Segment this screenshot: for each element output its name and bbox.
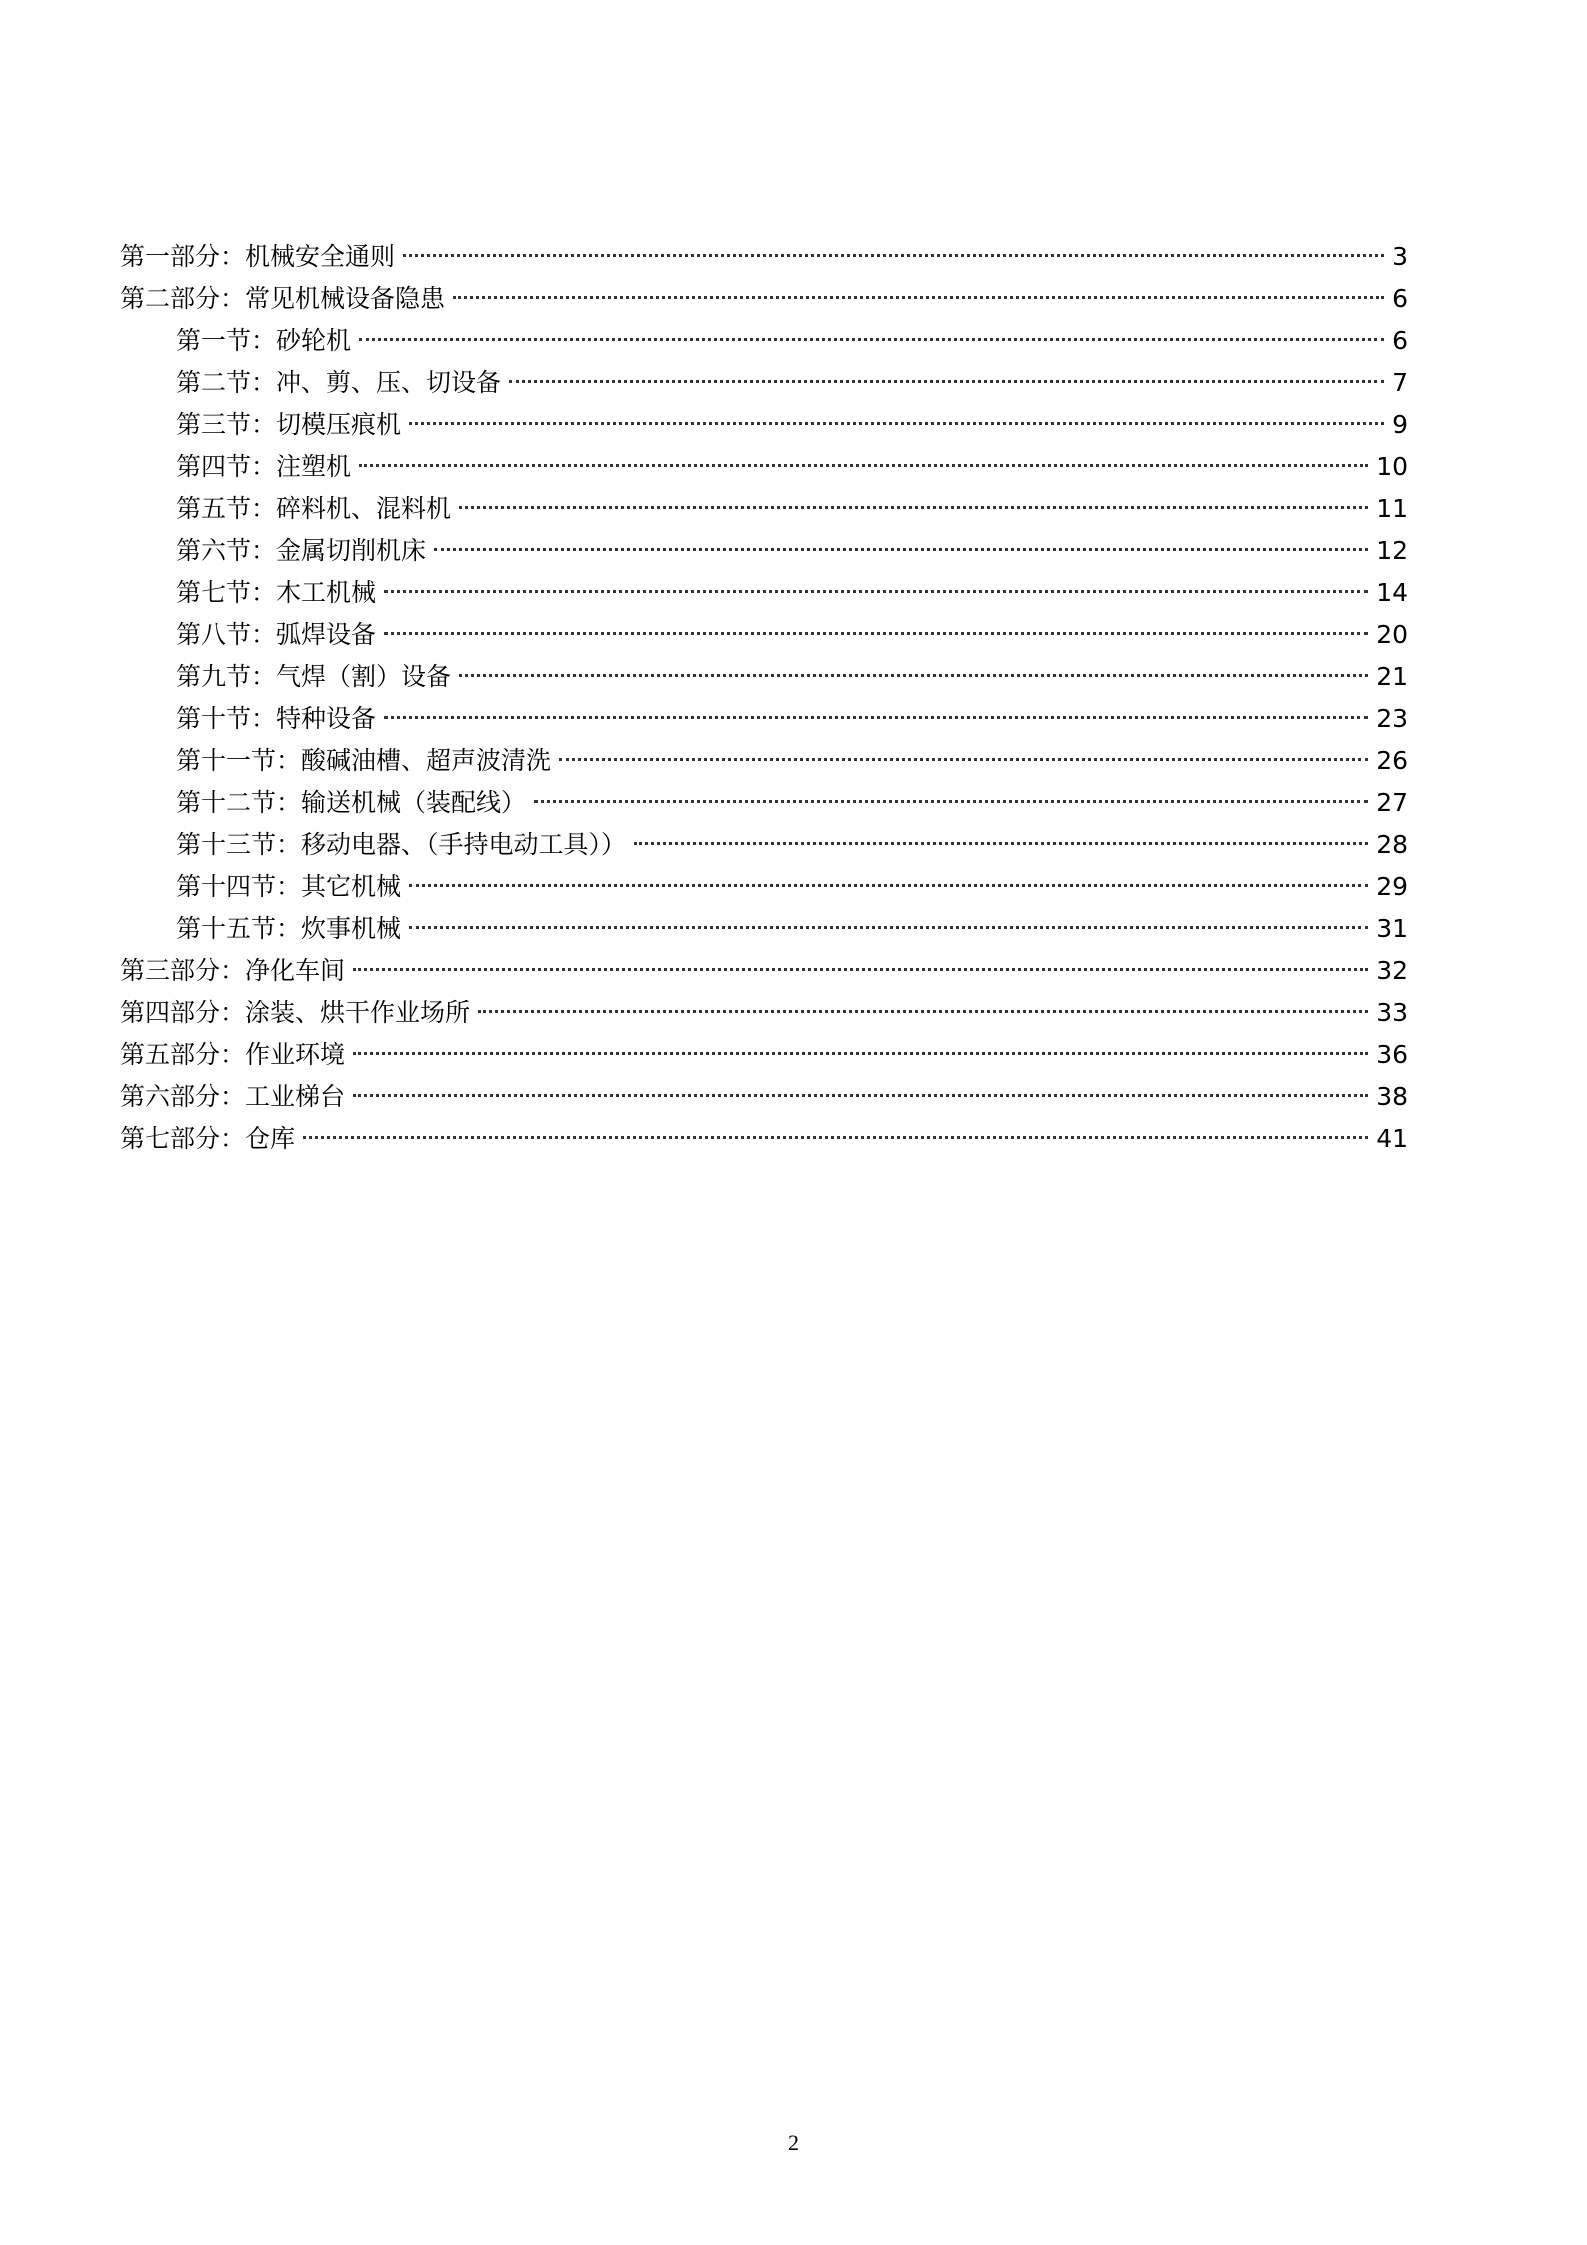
toc-entry-page: 3 (1392, 242, 1408, 271)
toc-entry[interactable] (120, 656, 1408, 698)
toc-entry[interactable] (120, 572, 1408, 614)
toc-entry[interactable] (120, 992, 1408, 1034)
toc-entry[interactable] (120, 1076, 1408, 1118)
toc-entry[interactable] (120, 866, 1408, 908)
toc-entry-page: 33 (1376, 998, 1408, 1027)
toc-entry[interactable] (120, 488, 1408, 530)
toc-entry[interactable] (120, 950, 1408, 992)
toc-dot-leader (409, 884, 1368, 887)
toc-entry[interactable] (120, 782, 1408, 824)
toc-entry-page: 27 (1376, 788, 1408, 817)
toc-dot-leader (384, 716, 1368, 719)
toc-entry-page: 6 (1392, 284, 1408, 313)
toc-entry-title: 第七节：木工机械 (176, 578, 377, 607)
toc-entry-page: 12 (1376, 536, 1408, 565)
toc-entry-page: 26 (1376, 746, 1408, 775)
toc-dot-leader (509, 380, 1384, 383)
toc-entry-title: 第五部分：作业环境 (120, 1040, 346, 1069)
toc-entry-page: 29 (1376, 872, 1408, 901)
toc-entry[interactable] (120, 530, 1408, 572)
toc-entry-title: 第十节：特种设备 (176, 704, 377, 733)
toc-entry-title: 第九节：气焊（割）设备 (176, 662, 452, 691)
toc-entry-title: 第八节：弧焊设备 (176, 620, 377, 649)
toc-entry[interactable] (120, 740, 1408, 782)
toc-dot-leader (353, 1052, 1368, 1055)
toc-dot-leader (478, 1010, 1368, 1013)
toc-entry-title: 第十二节：输送机械（装配线） (176, 788, 527, 817)
toc-entry[interactable] (120, 404, 1408, 446)
toc-entry-title: 第六部分：工业梯台 (120, 1082, 346, 1111)
toc-entry-title: 第三部分：净化车间 (120, 956, 346, 985)
toc-entry-title: 第十一节：酸碱油槽、超声波清洗 (176, 746, 552, 775)
toc-dot-leader (403, 254, 1384, 257)
toc-dot-leader (434, 548, 1368, 551)
toc-dot-leader (359, 338, 1384, 341)
toc-entry-page: 38 (1376, 1082, 1408, 1111)
toc-entry-title: 第四节：注塑机 (176, 452, 352, 481)
toc-entry-title: 第一部分：机械安全通则 (120, 242, 396, 271)
table-of-contents (120, 236, 1408, 1160)
toc-dot-leader (459, 506, 1368, 509)
toc-dot-leader (384, 632, 1368, 635)
toc-entry-title: 第六节：金属切削机床 (176, 536, 427, 565)
toc-entry-page: 41 (1376, 1124, 1408, 1153)
toc-entry[interactable] (120, 614, 1408, 656)
toc-dot-leader (353, 968, 1368, 971)
toc-dot-leader (303, 1136, 1368, 1139)
toc-entry-page: 23 (1376, 704, 1408, 733)
toc-entry[interactable] (120, 824, 1408, 866)
toc-entry[interactable] (120, 1034, 1408, 1076)
toc-dot-leader (459, 674, 1368, 677)
toc-entry[interactable] (120, 698, 1408, 740)
toc-entry-title: 第七部分：仓库 (120, 1124, 296, 1153)
toc-entry-page: 11 (1376, 494, 1408, 523)
toc-dot-leader (534, 800, 1368, 803)
toc-entry[interactable] (120, 236, 1408, 278)
toc-entry-page: 20 (1376, 620, 1408, 649)
toc-entry[interactable] (120, 278, 1408, 320)
toc-entry-page: 36 (1376, 1040, 1408, 1069)
toc-dot-leader (384, 590, 1368, 593)
toc-dot-leader (353, 1094, 1368, 1097)
toc-entry-title: 第四部分：涂装、烘干作业场所 (120, 998, 471, 1027)
toc-dot-leader (359, 464, 1368, 467)
toc-dot-leader (453, 296, 1384, 299)
toc-entry-title: 第二节：冲、剪、压、切设备 (176, 368, 502, 397)
toc-entry[interactable] (120, 446, 1408, 488)
toc-dot-leader (409, 422, 1384, 425)
toc-entry-title: 第五节：碎料机、混料机 (176, 494, 452, 523)
toc-entry-title: 第十五节：炊事机械 (176, 914, 402, 943)
toc-entry-page: 32 (1376, 956, 1408, 985)
toc-entry-page: 10 (1376, 452, 1408, 481)
toc-entry-page: 6 (1392, 326, 1408, 355)
toc-entry-page: 7 (1392, 368, 1408, 397)
toc-dot-leader (409, 926, 1368, 929)
toc-entry-page: 31 (1376, 914, 1408, 943)
toc-entry[interactable] (120, 320, 1408, 362)
toc-entry-page: 9 (1392, 410, 1408, 439)
toc-dot-leader (634, 842, 1368, 845)
page-number: 2 (788, 2130, 799, 2155)
toc-entry[interactable] (120, 362, 1408, 404)
toc-entry-title: 第一节：砂轮机 (176, 326, 352, 355)
toc-entry-page: 14 (1376, 578, 1408, 607)
toc-entry-title: 第二部分：常见机械设备隐患 (120, 284, 446, 313)
toc-entry-title: 第三节：切模压痕机 (176, 410, 402, 439)
toc-entry-page: 21 (1376, 662, 1408, 691)
toc-entry-title: 第十三节：移动电器、（手持电动工具）） (176, 830, 627, 859)
toc-entry-page: 28 (1376, 830, 1408, 859)
toc-entry[interactable] (120, 1118, 1408, 1160)
toc-dot-leader (559, 758, 1368, 761)
toc-entry[interactable] (120, 908, 1408, 950)
toc-entry-title: 第十四节：其它机械 (176, 872, 402, 901)
